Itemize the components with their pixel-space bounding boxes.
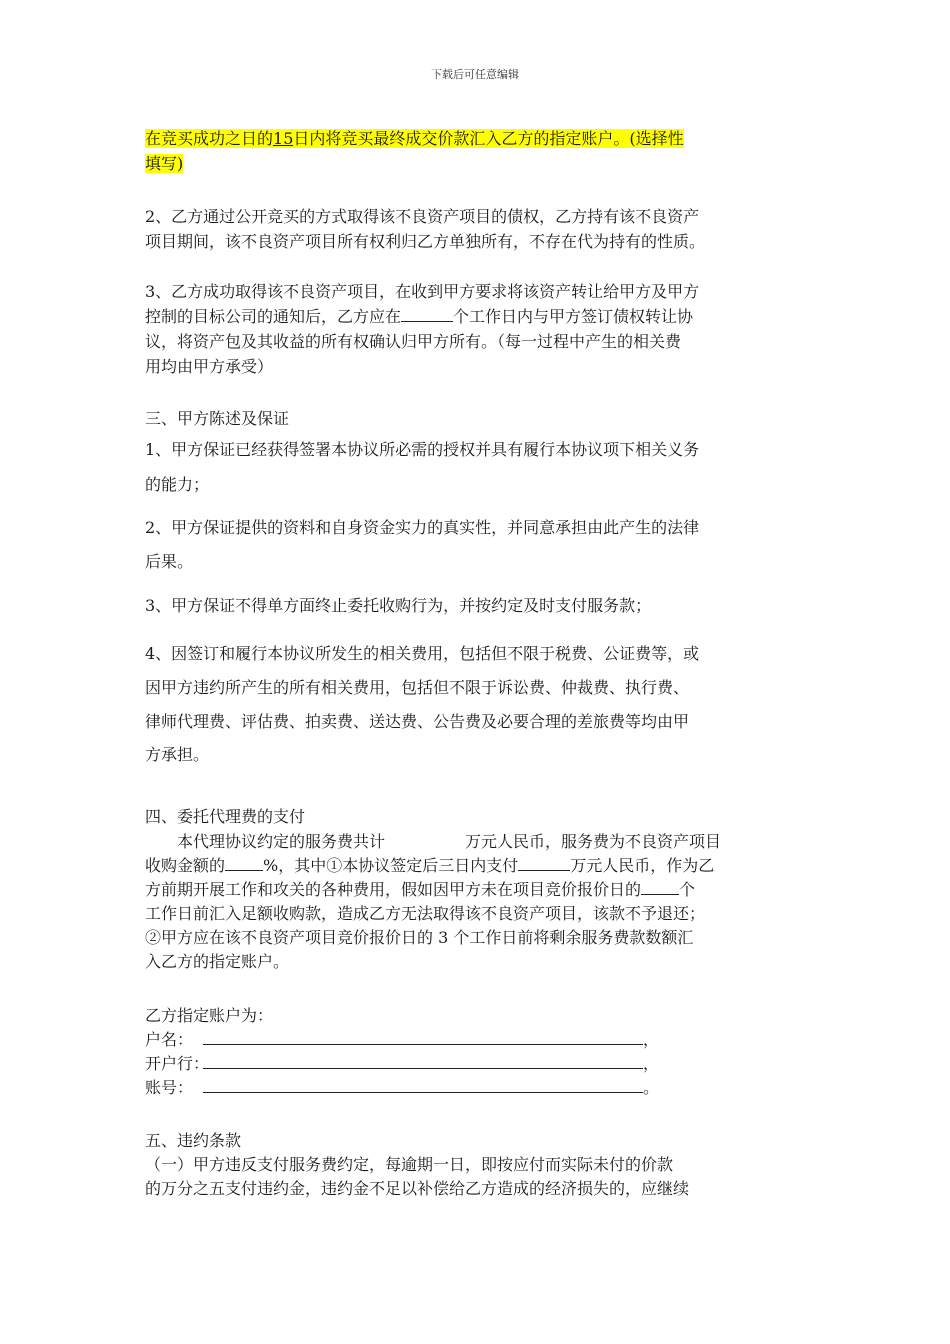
- page-header: 下载后可任意编辑: [431, 68, 519, 81]
- account-bank-row: [145, 1051, 659, 1074]
- clause-3-line-1: 3、乙方成功取得该不良资产项目，在收到甲方要求将该资产转让给甲方及甲方: [145, 282, 700, 301]
- account-bank-label: 开户行：: [145, 1054, 210, 1073]
- s3-item-2-line-1: 2、甲方保证提供的资料和自身资金实力的真实性，并同意承担由此产生的法律: [145, 518, 700, 537]
- section-3-title: 三、甲方陈述及保证: [145, 409, 290, 428]
- workday-blank[interactable]: [401, 307, 453, 322]
- percent-blank[interactable]: [225, 856, 263, 871]
- s4-line-4: 工作日前汇入足额收购款，造成乙方无法取得该不良资产项目，该款不予退还；: [145, 904, 706, 923]
- s5-line-2: 的万分之五支付违约金，违约金不足以补偿给乙方造成的经济损失的，应继续: [145, 1179, 690, 1198]
- account-number-label: 账号：: [145, 1078, 194, 1097]
- s3-item-3-line-1: 3、甲方保证不得单方面终止委托收购行为，并按约定及时支付服务款；: [145, 596, 652, 615]
- s3-item-4-line-3: 律师代理费、评估费、拍卖费、送达费、公告费及必要合理的差旅费等均由甲: [145, 712, 690, 731]
- account-number-period: 。: [643, 1078, 660, 1097]
- clause-3-line-4: 用均由甲方承受）: [145, 357, 274, 376]
- account-name-field[interactable]: [203, 1030, 643, 1045]
- advance-fee-blank[interactable]: [518, 856, 570, 871]
- account-name-label: 户名：: [145, 1030, 194, 1049]
- highlight-text-2: 填写): [145, 154, 184, 173]
- s3-item-1-line-1: 1、甲方保证已经获得签署本协议所必需的授权并具有履行本协议项下相关义务: [145, 440, 700, 459]
- clause-2-line-2: 项目期间，该不良资产项目所有权利归乙方单独所有，不存在代为持有的性质。: [145, 232, 706, 251]
- s5-line-1: （一）甲方违反支付服务费约定，每逾期一日，即按应付而实际未付的价款: [145, 1155, 674, 1174]
- s4-text-2b: %，其中①本协议签定后三日内支付: [263, 856, 519, 875]
- s4-line-6: 入乙方的指定账户。: [145, 952, 290, 971]
- days-blank[interactable]: [641, 880, 679, 895]
- highlight-line-1: [145, 126, 684, 149]
- account-title: 乙方指定账户为：: [145, 1006, 274, 1025]
- clause-3-text-b: 个工作日内与甲方签订债权转让协: [453, 307, 694, 326]
- s4-line-1: [177, 829, 721, 852]
- s3-item-4-line-4: 方承担。: [145, 745, 210, 764]
- s4-text-3b: 个: [679, 880, 696, 899]
- s3-item-4-line-2: 因甲方违约所产生的所有相关费用，包括但不限于诉讼费、仲裁费、执行费、: [145, 678, 690, 697]
- account-number-row: [145, 1075, 659, 1098]
- account-name-row: [145, 1027, 659, 1050]
- s4-text-1a: 本代理协议约定的服务费共计: [177, 832, 386, 851]
- section-5-title: 五、违约条款: [145, 1131, 242, 1150]
- s4-text-2a: 收购金额的: [145, 856, 226, 875]
- s3-item-2-line-2: 后果。: [145, 552, 194, 571]
- s3-item-4-line-1: 4、因签订和履行本协议所发生的相关费用，包括但不限于税费、公证费等，或: [145, 644, 700, 663]
- clause-3-line-2: [145, 304, 693, 327]
- clause-3-text-a: 控制的目标公司的通知后，乙方应在: [145, 307, 402, 326]
- account-name-comma: ，: [643, 1030, 660, 1049]
- highlight-text-c: 日内将竞买最终成交价款汇入乙方的指定账户。(选择性: [293, 129, 684, 148]
- highlight-line-2: [145, 151, 183, 174]
- account-bank-comma: ，: [643, 1054, 660, 1073]
- account-bank-field[interactable]: [203, 1054, 643, 1069]
- s4-line-3: [145, 877, 695, 900]
- account-number-field[interactable]: [203, 1078, 643, 1093]
- s4-line-2: [145, 853, 714, 876]
- s4-text-2c: 万元人民币，作为乙: [570, 856, 715, 875]
- highlight-text-a: 在竞买成功之日的: [145, 129, 274, 148]
- s4-text-3a: 方前期开展工作和攻关的各种费用，假如因甲方未在项目竞价报价日的: [145, 880, 642, 899]
- s4-line-5: ②甲方应在该不良资产项目竞价报价日的 3 个工作日前将剩余服务费款数额汇: [145, 928, 694, 947]
- clause-2-line-1: 2、乙方通过公开竞买的方式取得该不良资产项目的债权，乙方持有该不良资产: [145, 207, 700, 226]
- section-4-title: 四、委托代理费的支付: [145, 807, 306, 826]
- clause-3-line-3: 议，将资产包及其收益的所有权确认归甲方所有。（每一过程中产生的相关费: [145, 332, 682, 351]
- highlight-days: 15: [273, 129, 294, 148]
- s4-text-1b: 万元人民币，服务费为不良资产项目: [465, 832, 722, 851]
- s3-item-1-line-2: 的能力；: [145, 475, 210, 494]
